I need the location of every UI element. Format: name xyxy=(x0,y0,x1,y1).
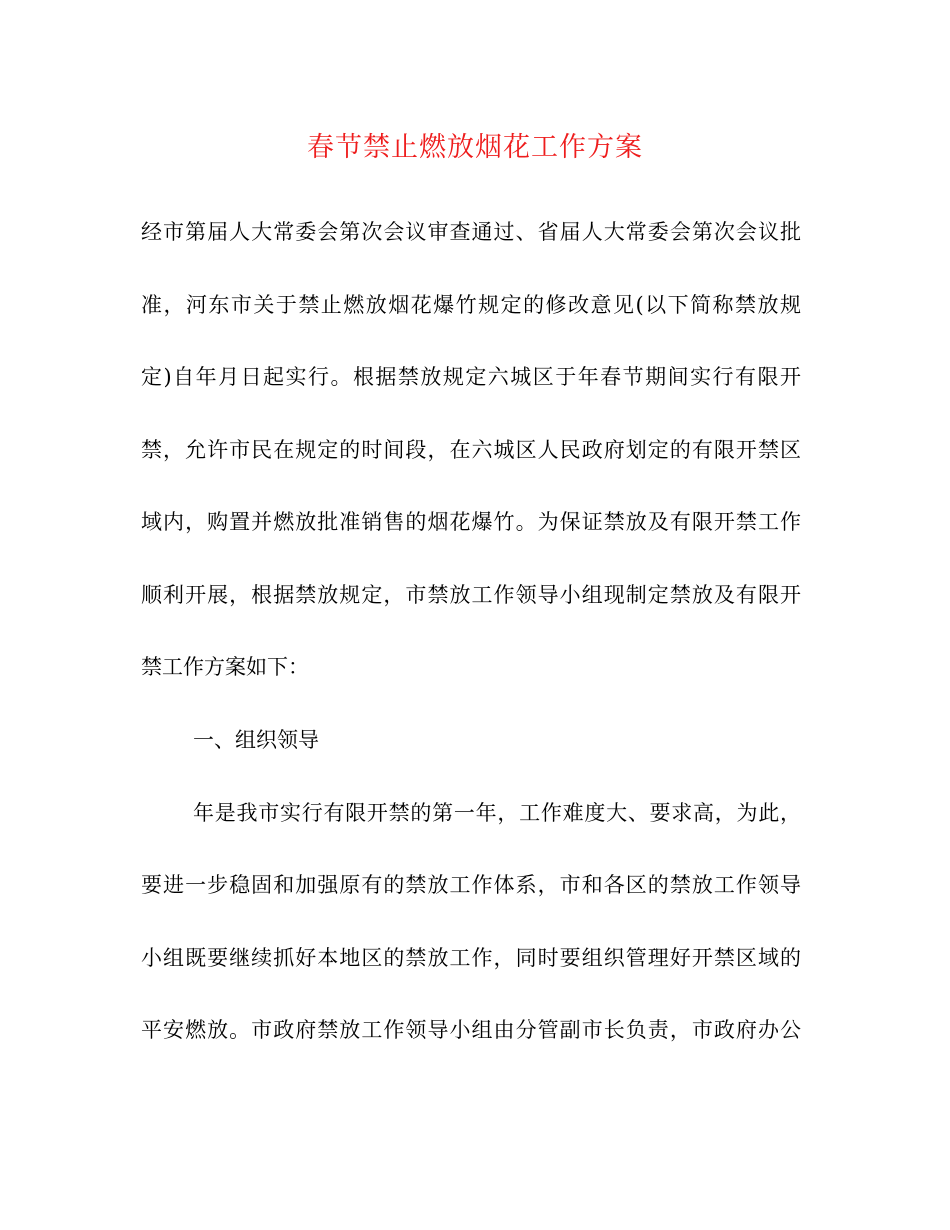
paragraph-line: 域内，购置并燃放批准销售的烟花爆竹。为保证禁放及有限开禁工作 xyxy=(141,510,801,534)
document-title: 春节禁止燃放烟花工作方案 xyxy=(307,132,643,163)
paragraph-line: 定)自年月日起实行。根据禁放规定六城区于年春节期间实行有限开 xyxy=(141,365,801,389)
paragraph-line: 禁工作方案如下： xyxy=(141,655,309,679)
paragraph-line: 小组既要继续抓好本地区的禁放工作，同时要组织管理好开禁区域的 xyxy=(141,946,801,970)
paragraph-line: 年是我市实行有限开禁的第一年，工作难度大、要求高，为此， xyxy=(193,801,801,825)
paragraph-line: 平安燃放。市政府禁放工作领导小组由分管副市长负责，市政府办公 xyxy=(141,1018,801,1042)
section-heading: 一、组织领导 xyxy=(193,728,319,752)
paragraph-line: 顺利开展，根据禁放规定，市禁放工作领导小组现制定禁放及有限开 xyxy=(141,583,801,607)
paragraph-line: 准，河东市关于禁止燃放烟花爆竹规定的修改意见(以下简称禁放规 xyxy=(141,293,801,317)
paragraph-line: 禁，允许市民在规定的时间段，在六城区人民政府划定的有限开禁区 xyxy=(141,438,801,462)
paragraph-line: 经市第届人大常委会第次会议审查通过、省届人大常委会第次会议批 xyxy=(141,220,801,244)
paragraph-line: 要进一步稳固和加强原有的禁放工作体系，市和各区的禁放工作领导 xyxy=(141,873,801,897)
